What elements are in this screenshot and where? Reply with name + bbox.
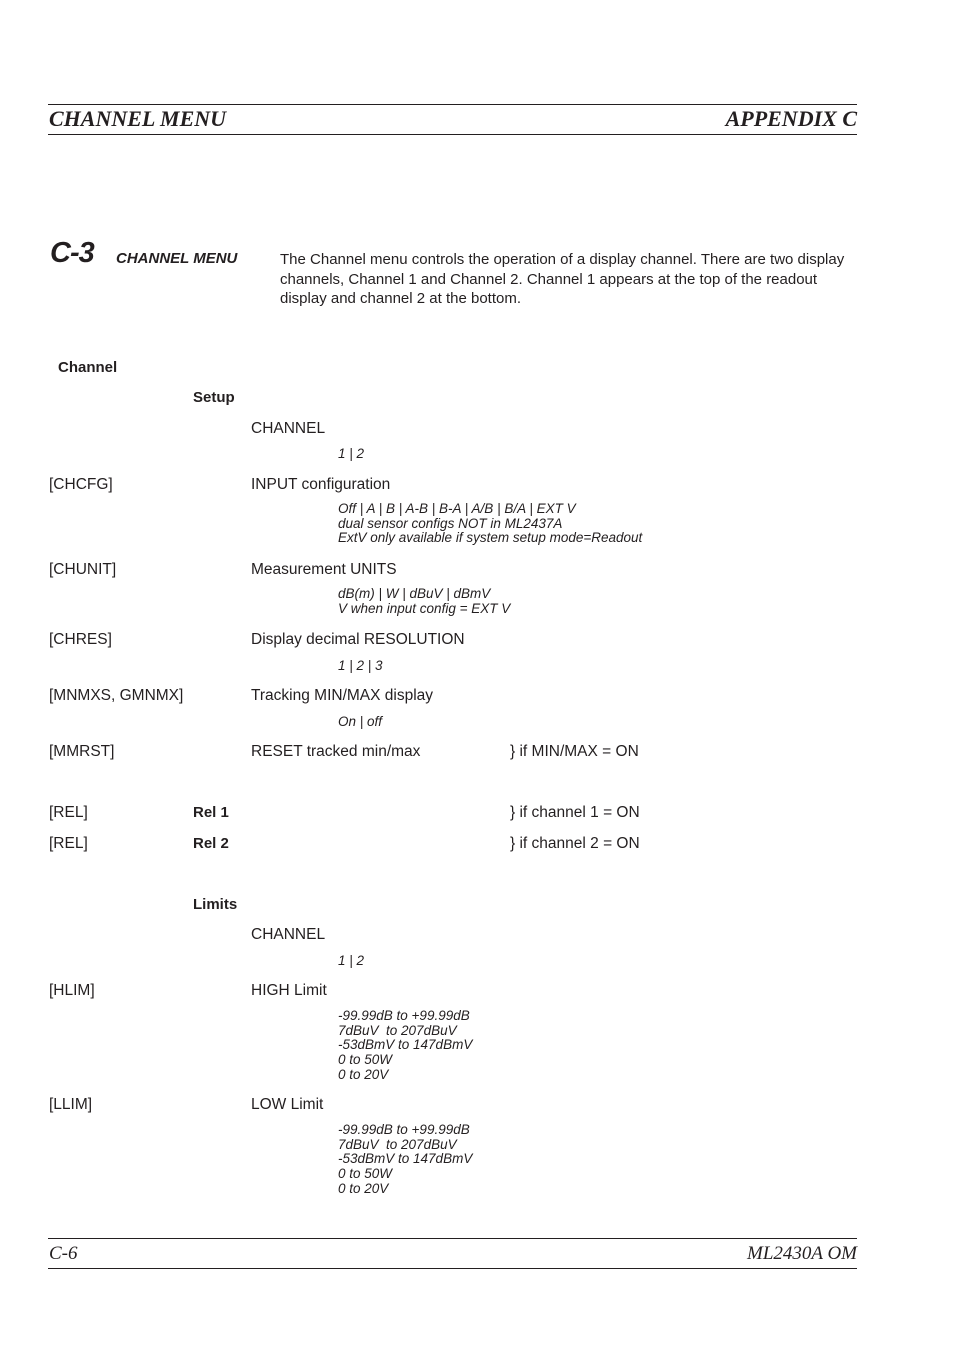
cmd-chunit: [CHUNIT] xyxy=(49,561,117,578)
reset-item: RESET tracked min/max xyxy=(251,743,421,760)
limits-channel-options: 1 | 2 xyxy=(338,953,365,968)
input-config-options: Off | A | B | A-B | B-A | A/B | B/A | EXT V dual sensor configs NOT in ML2437A ExtV only available if system setup mode=Readout xyxy=(338,501,643,546)
minmax-item: Tracking MIN/MAX display xyxy=(251,687,434,704)
section-intro: The Channel menu controls the operation of a display channel. There are two display channels, Channel 1 and Channel 2. Channel 1 appears at the top of the readout display and channel 2 at the bottom. xyxy=(280,251,845,307)
rel2-item: Rel 2 xyxy=(193,835,229,852)
setup-channel-options: 1 | 2 xyxy=(338,446,365,461)
high-limit-options: -99.99dB to +99.99dB 7dBuV to 207dBuV -53dBmV to 147dBmV 0 to 50W 0 to 20V xyxy=(338,1008,473,1082)
cmd-rel-2: [REL] xyxy=(49,835,88,852)
menu-limits: Limits xyxy=(193,896,238,913)
high-limit-item: HIGH Limit xyxy=(251,982,327,999)
document-title: ML2430A OM xyxy=(747,1243,857,1264)
input-config-item: INPUT configuration xyxy=(251,476,391,493)
units-options: dB(m) | W | dBuV | dBmV V when input config = EXT V xyxy=(338,586,511,616)
menu-setup: Setup xyxy=(193,389,235,406)
minmax-options: On | off xyxy=(338,714,383,729)
rel2-note: } if channel 2 = ON xyxy=(510,835,640,852)
menu-channel: Channel xyxy=(58,359,118,376)
cmd-hlim: [HLIM] xyxy=(49,982,95,999)
reset-note: } if MIN/MAX = ON xyxy=(510,743,639,760)
cmd-mmrst: [MMRST] xyxy=(49,743,115,760)
resolution-options: 1 | 2 | 3 xyxy=(338,658,383,673)
page-number: C-6 xyxy=(49,1243,78,1264)
section-title: CHANNEL MENU xyxy=(116,250,238,267)
cmd-chres: [CHRES] xyxy=(49,631,112,648)
limits-channel-item: CHANNEL xyxy=(251,926,326,943)
low-limit-item: LOW Limit xyxy=(251,1096,324,1113)
cmd-chcfg: [CHCFG] xyxy=(49,476,113,493)
cmd-mnmxs: [MNMXS, GMNMX] xyxy=(49,687,184,704)
header-rule-bottom xyxy=(48,134,857,135)
units-item: Measurement UNITS xyxy=(251,561,397,578)
rel1-item: Rel 1 xyxy=(193,804,229,821)
setup-channel-item: CHANNEL xyxy=(251,420,326,437)
resolution-item: Display decimal RESOLUTION xyxy=(251,631,465,648)
header-right-title: APPENDIX C xyxy=(725,106,857,131)
footer-rule-bottom xyxy=(48,1268,857,1269)
low-limit-options: -99.99dB to +99.99dB 7dBuV to 207dBuV -53dBmV to 147dBmV 0 to 50W 0 to 20V xyxy=(338,1122,473,1196)
cmd-rel-1: [REL] xyxy=(49,804,88,821)
rel1-note: } if channel 1 = ON xyxy=(510,804,640,821)
header-left-title: CHANNEL MENU xyxy=(49,106,227,131)
section-number: C-3 xyxy=(50,237,94,269)
header-rule-top xyxy=(48,104,857,105)
cmd-llim: [LLIM] xyxy=(49,1096,93,1113)
footer-rule-top xyxy=(48,1238,857,1239)
